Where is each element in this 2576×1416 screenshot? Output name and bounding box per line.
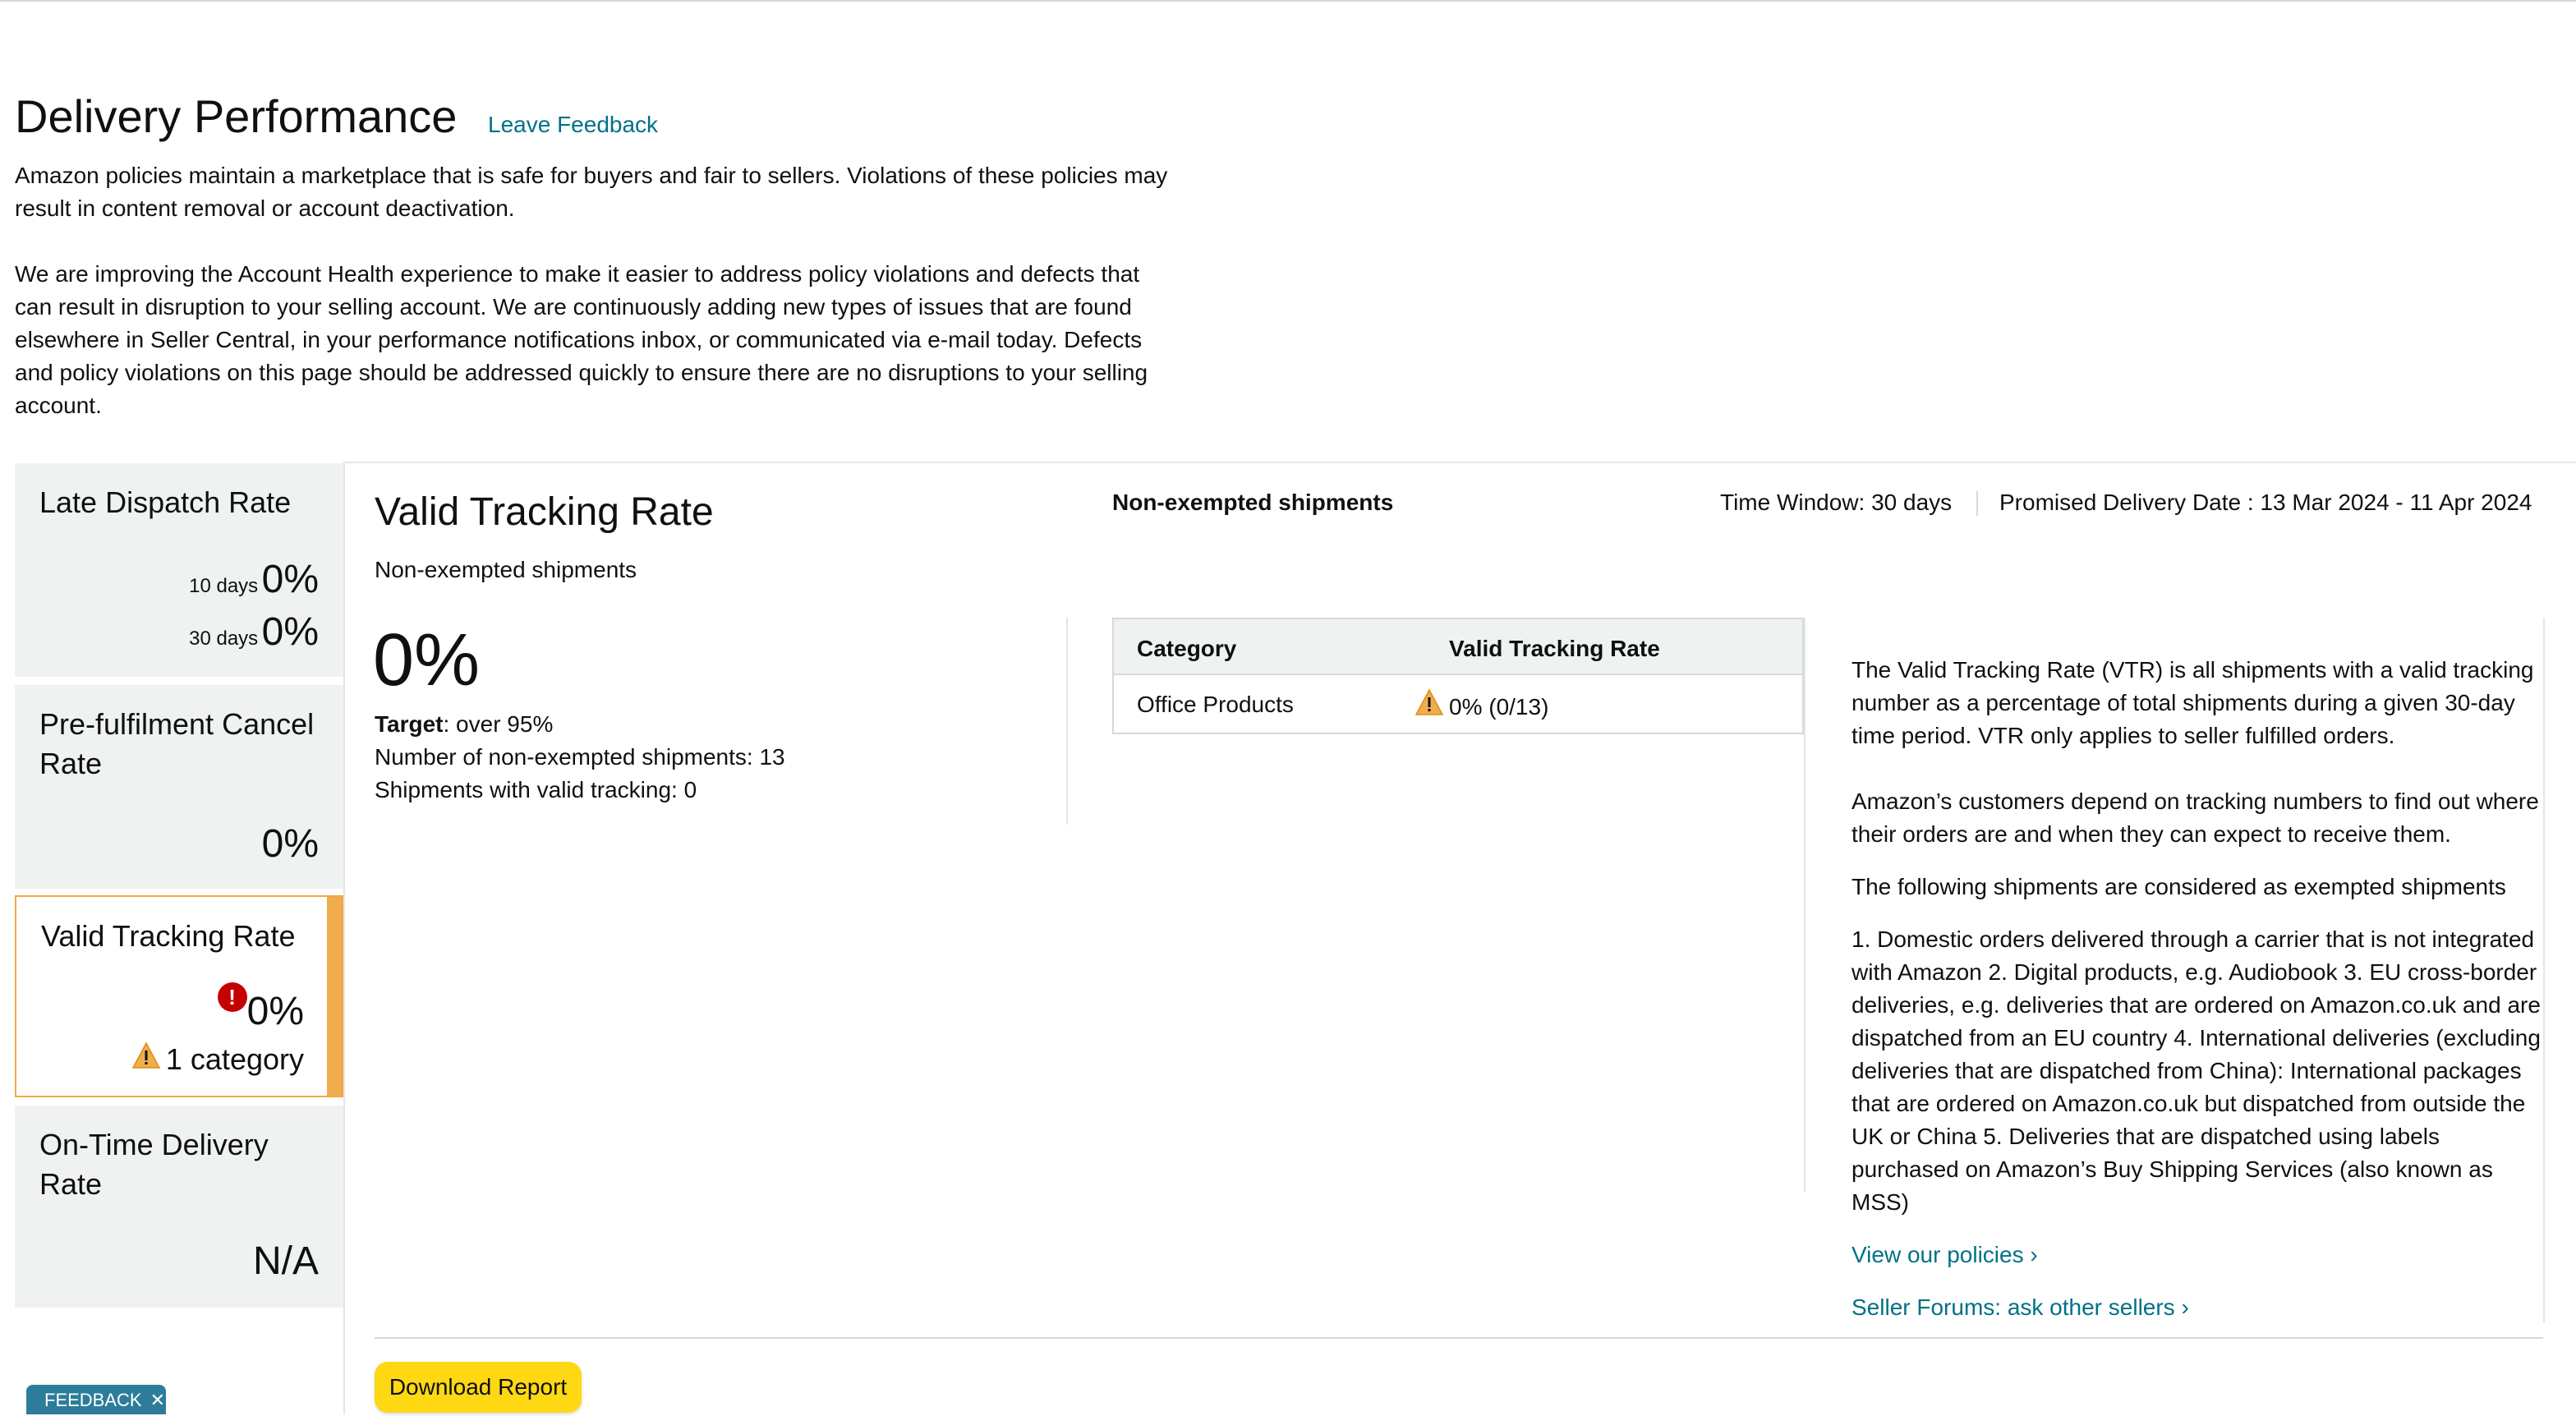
category-cell: Office Products: [1137, 692, 1294, 717]
info-paragraph: Amazon’s customers depend on tracking numbers to find out where their orders are and when they can expect to receive them.: [1852, 788, 2539, 847]
intro-paragraph: Amazon policies maintain a marketplace that is safe for buyers and fair to sellers. Violations of these policies may result in content removal or account deactivation.: [15, 163, 1168, 221]
top-divider: [0, 0, 2576, 2]
error-icon: !: [218, 982, 247, 1012]
close-icon[interactable]: ✕: [150, 1390, 166, 1410]
rate-value: 0%: [261, 610, 319, 654]
feedback-tab-label: FEEDBACK: [44, 1390, 142, 1410]
column-header-rate: Valid Tracking Rate: [1449, 636, 1660, 661]
rate-value: 0%: [246, 990, 304, 1033]
seller-forums-link[interactable]: Seller Forums: ask other sellers ›: [1852, 1294, 2189, 1320]
rate-value: 0%: [261, 822, 319, 866]
info-panel: [1852, 654, 2550, 1219]
big-rate-value: 0%: [373, 619, 481, 701]
period-label: 10 days: [189, 575, 259, 597]
valid-tracking-value: [218, 985, 304, 1035]
late-dispatch-30-days: [189, 609, 319, 655]
warning-icon: [1414, 688, 1444, 725]
period-label: 30 days: [189, 628, 259, 650]
category-count-text: 1 category: [165, 1042, 304, 1076]
page-title: Delivery Performance: [15, 90, 458, 142]
rate-cell: [1414, 688, 1548, 725]
promised-delivery-date: Promised Delivery Date : 13 Mar 2024 - 11 Apr 2024: [1999, 490, 2532, 515]
sidebar-card-prefulfilment-cancel-rate[interactable]: [15, 685, 343, 889]
sidebar-card-on-time-delivery-rate[interactable]: [15, 1106, 343, 1308]
warning-icon: [131, 1040, 161, 1079]
info-paragraph: 1. Domestic orders delivered through a carrier that is not integrated with Amazon 2. Digital products, e.g. Audiobook 3. EU cross-border deliveries, e.g. deliveries that are ordered on Amazon.co.uk and are dispatched from an EU country 4. International deliveries (excluding deliveries that are dispatched from China): International packages that are ordered on Amazon.co.uk but dispatched from outside the UK or China 5. Deliveries that are dispatched using labels purchased on Amazon’s Buy Shipping Services (also known as MSS): [1852, 926, 2541, 1215]
intro-text: [15, 159, 1181, 455]
metrics-list: [375, 708, 785, 807]
feedback-tab[interactable]: [26, 1385, 166, 1414]
detail-subtitle: Non-exempted shipments: [375, 557, 637, 582]
header-divider: [1976, 491, 1978, 516]
detail-title: Valid Tracking Rate: [375, 490, 714, 534]
card-title: Late Dispatch Rate: [39, 485, 292, 519]
rate-cell-text: 0% (0/13): [1449, 693, 1549, 719]
target-label: Target: [375, 711, 444, 737]
selected-indicator: [327, 897, 342, 1096]
info-paragraph: The Valid Tracking Rate (VTR) is all shipments with a valid tracking number as a percentage of total shipments during a given 30-day time period. VTR only applies to seller fulfilled orders.: [1852, 657, 2534, 748]
card-title: Pre-fulfilment Cancel Rate: [39, 707, 315, 780]
footer-divider: [375, 1337, 2543, 1339]
valid-tracking-count: Shipments with valid tracking: 0: [375, 777, 697, 802]
card-title: On-Time Delivery Rate: [39, 1128, 269, 1201]
leave-feedback-link[interactable]: Leave Feedback: [488, 112, 659, 137]
category-count: [131, 1040, 304, 1079]
column-header-category: Category: [1137, 636, 1237, 661]
info-paragraph: The following shipments are considered as exempted shipments: [1852, 874, 2506, 899]
column-divider: [1804, 618, 1806, 1193]
intro-paragraph: We are improving the Account Health experience to make it easier to address policy violations and defects that can result in disruption to your selling account. We are continuously adding new types of issues that are found elsewhere in Seller Central, in your performance notifications inbox, or communicated via e-mail today. Defects and policy violations on this page should be addressed quickly to ensure there are no disruptions to your selling account.: [15, 261, 1148, 418]
table-header: [1114, 619, 1802, 675]
card-title: Valid Tracking Rate: [41, 919, 296, 953]
sidebar-divider: [343, 463, 345, 1414]
download-report-button[interactable]: Download Report: [375, 1362, 582, 1413]
sidebar-card-valid-tracking-rate[interactable]: [15, 895, 343, 1097]
category-table: [1112, 618, 1804, 734]
column-header: Non-exempted shipments: [1112, 490, 1394, 515]
section-divider: [343, 462, 2576, 463]
target-line: [375, 708, 785, 741]
column-divider: [1066, 618, 1068, 825]
non-exempted-count: Number of non-exempted shipments: 13: [375, 744, 785, 770]
view-policies-link[interactable]: View our policies ›: [1852, 1242, 2038, 1267]
target-value: : over 95%: [443, 711, 554, 737]
rate-value: N/A: [252, 1239, 319, 1283]
table-row: [1114, 675, 1802, 733]
rate-value: 0%: [261, 558, 319, 601]
time-window: Time Window: 30 days: [1720, 490, 1953, 515]
sidebar-card-late-dispatch-rate[interactable]: [15, 463, 343, 677]
late-dispatch-10-days: [189, 557, 319, 603]
